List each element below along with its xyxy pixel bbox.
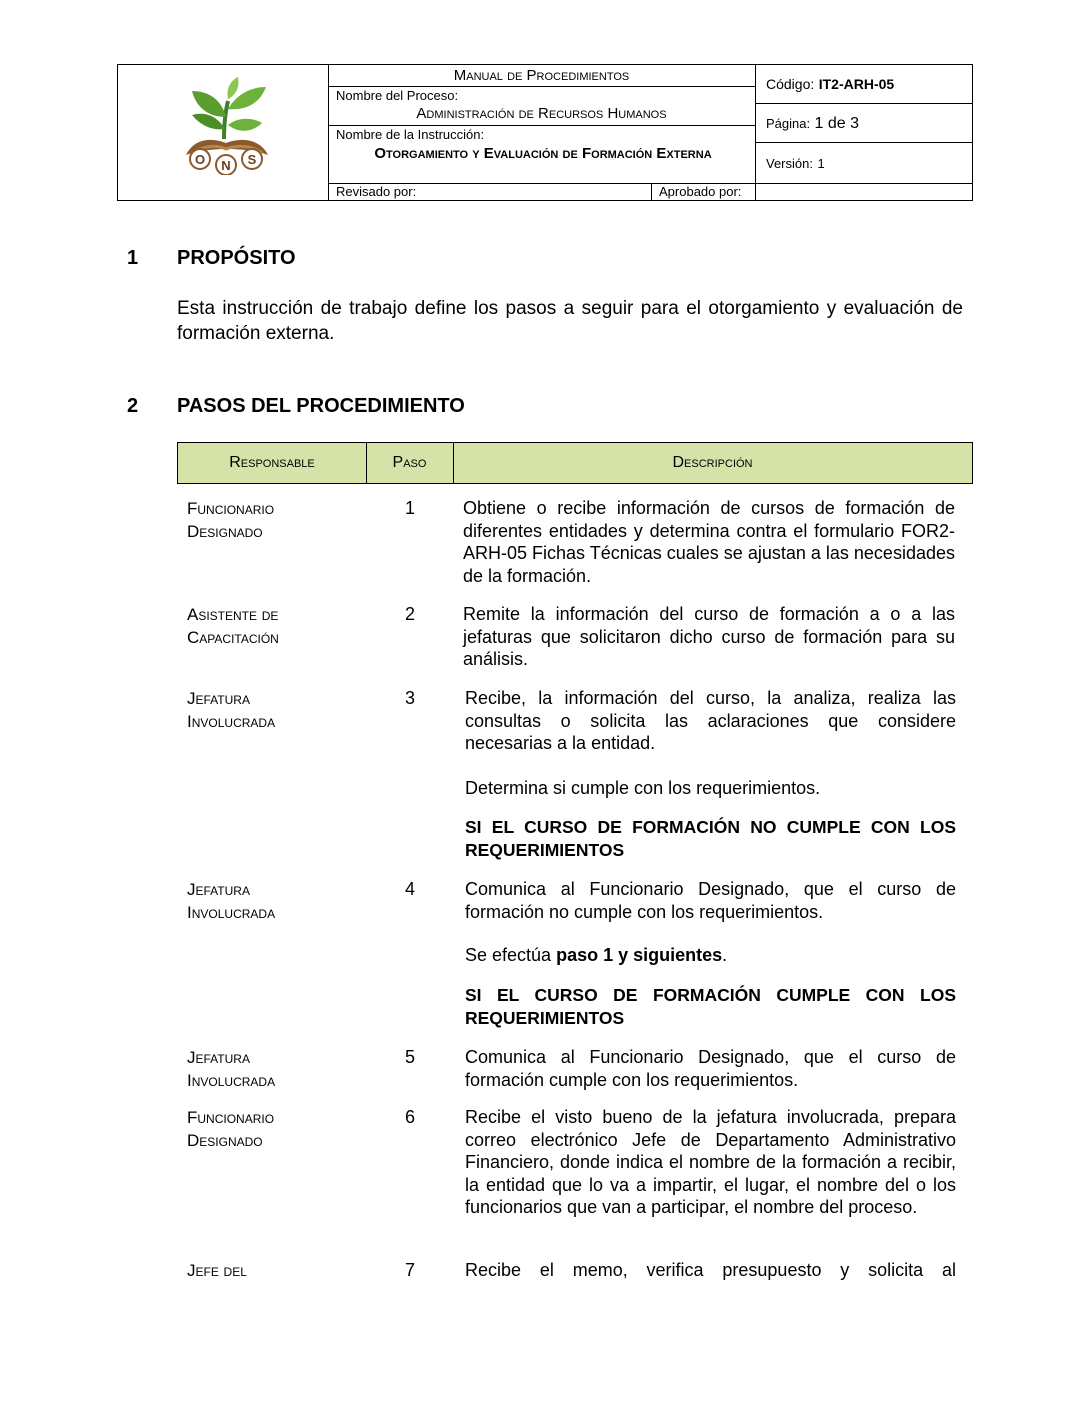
page-label: Página:	[766, 116, 811, 131]
responsible-line: Funcionario	[187, 499, 275, 518]
section-1-text: Esta instrucción de trabajo define los pasos a seguir para el otorgamiento y evaluación de formación externa.	[177, 298, 963, 344]
table-row-description-note: Determina si cumple con los requerimientos.	[465, 778, 821, 798]
instruction-name: Otorgamiento y Evaluación de Formación Externa	[374, 145, 712, 162]
approved-label: Aprobado por:	[659, 184, 742, 199]
responsible-line: Jefe del	[187, 1261, 247, 1280]
code-value: IT2-ARH-05	[818, 76, 895, 92]
ons-logo	[178, 77, 274, 175]
table-row-step: 3	[404, 688, 415, 708]
table-row-step: 7	[404, 1260, 415, 1280]
responsible-line: Jefatura	[187, 689, 250, 708]
table-row-responsible	[187, 1046, 357, 1092]
column-header-responsable: Responsable	[178, 443, 367, 483]
column-header-descripcion: Descripción	[672, 454, 753, 471]
version-cell	[756, 143, 973, 184]
code-cell	[756, 65, 973, 104]
responsible-line: Involucrada	[187, 903, 276, 922]
code-label: Código:	[766, 76, 815, 92]
responsible-line: Involucrada	[187, 1071, 276, 1090]
process-label: Nombre del Proceso:	[336, 88, 459, 103]
header-right	[755, 65, 973, 200]
condition-heading: SI EL CURSO DE FORMACIÓN CUMPLE CON LOS REQUERIMIENTOS	[465, 985, 956, 1028]
signature-row	[328, 183, 755, 200]
responsible-line: Jefatura	[187, 1048, 250, 1067]
header-middle	[328, 65, 755, 200]
version-value: 1	[817, 156, 825, 171]
table-row-description: Comunica al Funcionario Designado, que el curso de formación no cumple con los requerimientos.	[465, 879, 956, 922]
table-row-step: 1	[404, 498, 415, 518]
svg-text:N: N	[221, 158, 231, 173]
column-header-paso: Paso	[366, 443, 454, 483]
table-row-step: 6	[404, 1107, 415, 1127]
table-row-description: Obtiene o recibe información de cursos de formación de diferentes entidades y determina contra el formulario FOR2-ARH-05 Fichas Técnicas cuales se ajustan a las necesidades de la formación.	[463, 498, 955, 586]
section-2-title: PASOS DEL PROCEDIMIENTO	[177, 395, 465, 417]
note-text: Se efectúa	[465, 945, 557, 965]
section-2-number: 2	[127, 395, 139, 417]
note-step-reference: paso 1 y siguientes	[556, 945, 723, 965]
reviewed-label: Revisado por:	[336, 184, 417, 199]
table-row-step: 4	[404, 879, 415, 899]
table-row-description: Comunica al Funcionario Designado, que el curso de formación cumple con los requerimientos.	[465, 1047, 956, 1090]
note-text-end: .	[722, 945, 728, 965]
table-row-description: Recibe el memo, verifica presupuesto y solicita al	[465, 1260, 956, 1280]
svg-text:S: S	[247, 152, 257, 167]
table-row-responsible	[187, 603, 357, 649]
section-1-title: PROPÓSITO	[177, 247, 296, 269]
table-row-responsible	[187, 878, 357, 924]
process-name: Administración de Recursos Humanos	[416, 105, 667, 122]
responsible-line: Involucrada	[187, 712, 276, 731]
responsible-line: Designado	[187, 1131, 263, 1150]
responsible-line: Capacitación	[187, 628, 279, 647]
table-row-step: 2	[404, 604, 415, 624]
table-row-responsible	[187, 497, 357, 543]
manual-title: Manual de Procedimientos	[328, 65, 755, 87]
section-1-number: 1	[127, 247, 139, 269]
table-row-description-note	[465, 944, 956, 967]
process-block	[328, 87, 755, 125]
instruction-block	[328, 126, 755, 183]
responsible-line: Asistente de	[187, 605, 279, 624]
table-row-responsible	[187, 1259, 357, 1282]
instruction-label: Nombre de la Instrucción:	[336, 127, 485, 142]
table-row-description: Recibe, la información del curso, la analiza, realiza las consultas o solicita las aclaraciones que considere necesarias a la entidad.	[465, 688, 956, 754]
table-row-responsible	[187, 687, 357, 733]
document-header	[117, 64, 973, 201]
logo-cell	[118, 65, 329, 200]
table-header	[177, 442, 973, 484]
table-row-step: 5	[404, 1047, 415, 1067]
table-row-description: Remite la información del curso de formación a o a las jefaturas que solicitaron dicho curso de formación para su análisis.	[463, 604, 955, 670]
condition-heading: SI EL CURSO DE FORMACIÓN NO CUMPLE CON LOS REQUERIMIENTOS	[465, 817, 956, 860]
responsible-line: Funcionario	[187, 1108, 275, 1127]
table-row-responsible	[187, 1106, 357, 1152]
svg-text:O: O	[194, 152, 206, 167]
responsible-line: Jefatura	[187, 880, 250, 899]
responsible-line: Designado	[187, 522, 263, 541]
table-row-description: Recibe el visto bueno de la jefatura involucrada, prepara correo electrónico Jefe de Departamento Administrativo Financiero, donde indica el nombre de la formación a recibir, la entidad que lo va a impartir, el lugar, el nombre del o los funcionarios que van a participar, el nombre del proceso.	[465, 1107, 956, 1218]
page-cell	[756, 104, 973, 143]
page-value: 1 de 3	[814, 115, 860, 132]
version-label: Versión:	[766, 156, 813, 171]
